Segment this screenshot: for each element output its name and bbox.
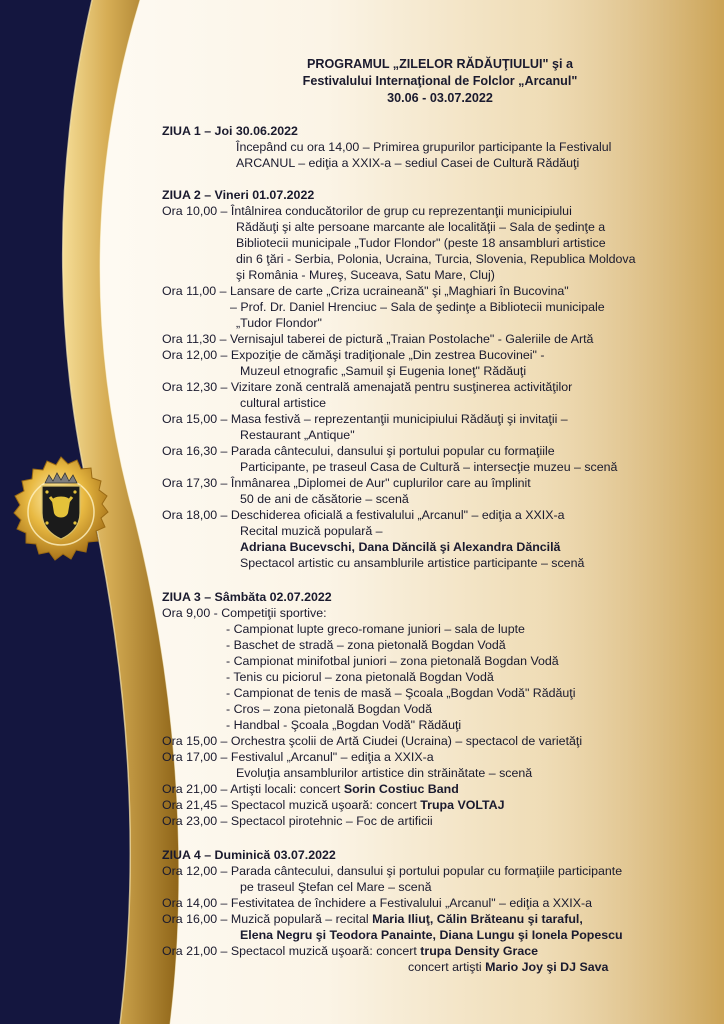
day4-line (408, 960, 608, 976)
day3-line (162, 782, 459, 798)
day3-line: - Baschet de stradă – zona pietonală Bogdan Vodă (226, 638, 506, 652)
day2-line: Ora 12,00 – Expoziţie de cămăşi tradiţionale „Din zestrea Bucovinei" - (162, 348, 545, 362)
day4-performers: Elena Negru şi Teodora Panainte, Diana Lungu şi Ionela Popescu (240, 928, 623, 942)
day2-line: Restaurant „Antique" (240, 428, 355, 442)
day2-line: Ora 12,30 – Vizitare zonă centrală amenajată pentru susţinerea activităţilor (162, 380, 573, 394)
day2-line: Ora 11,30 – Vernisajul taberei de pictură „Traian Postolache" - Galeriile de Artă (162, 332, 594, 346)
day2-line: din 6 ţări - Serbia, Polonia, Ucraina, Turcia, Slovenia, Republica Moldova (236, 252, 636, 266)
day4-line-text: concert artişti (408, 960, 486, 974)
day3-line: Ora 9,00 - Competiţii sportive: (162, 606, 327, 620)
day4-performers: Maria Iliuţ, Călin Brăteanu şi taraful, (372, 912, 583, 926)
day3-band-name: Sorin Costiuc Band (343, 782, 459, 796)
day4-heading: ZIUA 4 – Duminică 03.07.2022 (162, 848, 336, 862)
day4-line (162, 912, 583, 928)
day3-line: Ora 23,00 – Spectacol pirotehnic – Foc de artificii (162, 814, 433, 828)
day4-line: Ora 12,00 – Parada cântecului, dansului şi portului popular cu formaţiile participante (162, 864, 623, 878)
day3-line: - Campionat de tenis de masă – Şcoala „Bogdan Vodă" Rădăuţi (226, 686, 576, 700)
day4-line: Ora 14,00 – Festivitatea de închidere a Festivalului „Arcanul" – ediţia a XXIX-a (162, 896, 593, 910)
day3-line: - Tenis cu piciorul – zona pietonală Bogdan Vodă (226, 670, 494, 684)
day3-line-text: Ora 21,45 – Spectacol muzică uşoară: concert (162, 798, 421, 812)
day2-line: 50 de ani de căsătorie – scenă (240, 492, 409, 506)
day3-line: Evoluţia ansamblurilor artistice din străinătate – scenă (236, 766, 533, 780)
day1-heading: ZIUA 1 – Joi 30.06.2022 (162, 124, 298, 138)
day4-band-name: Mario Joy şi DJ Sava (485, 960, 609, 974)
day2-line: Ora 17,30 – Înmânarea „Diplomei de Aur" cuplurilor care au împlinit (162, 476, 531, 490)
day2-line: Ora 11,00 – Lansare de carte „Criza ucraineană" şi „Maghiari în Bucovina" (162, 284, 569, 298)
day2-line: Participante, pe traseul Casa de Cultură – intersecţie muzeu – scenă (240, 460, 618, 474)
day3-line: - Campionat minifotbal juniori – zona pietonală Bogdan Vodă (226, 654, 559, 668)
day4-line (162, 944, 538, 960)
day3-line: Ora 15,00 – Orchestra şcolii de Artă Ciudei (Ucraina) – spectacol de varietăţi (162, 734, 583, 748)
program-title-line-2: Festivalului Internaţional de Folclor „Arcanul" (302, 74, 578, 88)
day2-heading: ZIUA 2 – Vineri 01.07.2022 (162, 188, 315, 202)
day2-line: Recital muzică populară – (240, 524, 383, 538)
day3-line: - Campionat lupte greco-romane juniori – sala de lupte (226, 622, 525, 636)
day2-line: Ora 15,00 – Masa festivă – reprezentanţii municipiului Rădăuţi şi invitaţii – (162, 412, 568, 426)
day3-line-text: Ora 21,00 – Artişti locali: concert (162, 782, 344, 796)
day4-line-text: Ora 21,00 – Spectacol muzică uşoară: concert (162, 944, 421, 958)
day3-line (162, 798, 505, 814)
day2-line: cultural artistice (240, 396, 327, 410)
day4-line: pe traseul Ştefan cel Mare – scenă (240, 880, 432, 894)
program-dates: 30.06 - 03.07.2022 (387, 91, 493, 105)
day3-line: - Handbal - Şcoala „Bogdan Vodă" Rădăuţi (226, 718, 462, 732)
day2-line: Ora 18,00 – Deschiderea oficială a festivalului „Arcanul" – ediţia a XXIX-a (162, 508, 565, 522)
day3-line: - Cros – zona pietonală Bogdan Vodă (226, 702, 432, 716)
day2-line: – Prof. Dr. Daniel Hrenciuc – Sala de şedinţe a Bibliotecii municipale (230, 300, 605, 314)
program-title-line-1: PROGRAMUL „ZILELOR RĂDĂUŢIULUI" şi a (306, 57, 573, 71)
day2-line: şi România - Mureş, Suceava, Satu Mare, Cluj) (236, 268, 495, 282)
day2-performers: Adriana Bucevschi, Dana Dăncilă şi Alexandra Dăncilă (240, 540, 561, 554)
day2-line: „Tudor Flondor" (236, 316, 322, 330)
day4-band-name: trupa Density Grace (420, 944, 539, 958)
day2-line: Spectacol artistic cu ansamblurile artistice participante – scenă (240, 556, 585, 570)
day4-line-text: Ora 16,00 – Muzică populară – recital (162, 912, 373, 926)
day2-line: Rădăuţi şi alte persoane marcante ale localităţii – Sala de şedinţe a (236, 220, 606, 234)
day2-line: Muzeul etnografic „Samuil şi Eugenia Ioneţ" Rădăuţi (240, 364, 527, 378)
day2-line: Bibliotecii municipale „Tudor Flondor" (peste 18 ansambluri artistice (236, 236, 606, 250)
day1-line: Începând cu ora 14,00 – Primirea grupurilor participante la Festivalul (236, 140, 612, 154)
day3-heading: ZIUA 3 – Sâmbăta 02.07.2022 (162, 590, 332, 604)
day2-line: Ora 10,00 – Întâlnirea conducătorilor de grup cu reprezentanţii municipiului (162, 204, 572, 218)
day2-line: Ora 16,30 – Parada cântecului, dansului şi portului popular cu formaţiile (162, 444, 555, 458)
day1-line: ARCANUL – ediţia a XXIX-a – sediul Casei de Cultură Rădăuţi (236, 156, 580, 170)
day3-line: Ora 17,00 – Festivalul „Arcanul" – ediţia a XXIX-a (162, 750, 434, 764)
day3-band-name: Trupa VOLTAJ (420, 798, 505, 812)
